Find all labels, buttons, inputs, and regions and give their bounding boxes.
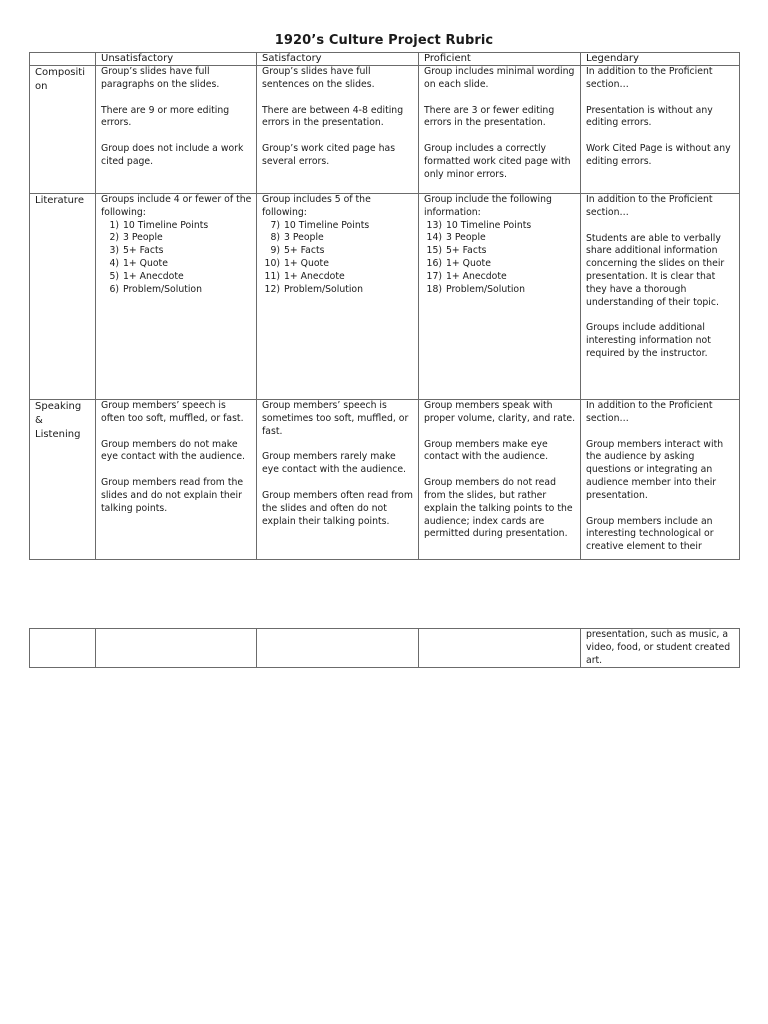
cell-text: Group’s slides have full paragraphs on the slides. (101, 66, 220, 90)
list-item: 7) 10 Timeline Points (270, 219, 370, 231)
cell-text: Group members speak with proper volume, clarity, and rate. (424, 400, 576, 424)
cell-text: Presentation is without any editing errors. (586, 104, 713, 129)
table-row-literature (30, 194, 740, 400)
list-item: 14) 3 People (426, 232, 486, 244)
cell-text: There are 9 or more editing errors. (101, 104, 230, 129)
list-item: 5) 1+ Anecdote (109, 270, 184, 282)
list-item: 12) Problem/Solution (264, 283, 364, 295)
cell-text: Groups include additional interesting information not required by the instructor. (586, 322, 711, 359)
table-row-speaking-listening (30, 400, 740, 560)
header-proficient: Proficient (419, 53, 581, 66)
list-item: 3) 5+ Facts (109, 245, 164, 257)
cell-literature-proficient (419, 194, 581, 400)
list-item: 10) 1+ Quote (264, 257, 329, 269)
criterion-literature: Literature (30, 194, 96, 400)
cell-text: Group includes a correctly formatted work cited page with only minor errors. (424, 143, 571, 180)
criterion-speaking-listening: Speaking & Listening (30, 400, 96, 560)
cell-text: In addition to the Proficient section… (586, 66, 713, 90)
criteria-list (424, 220, 576, 297)
cell-text: In addition to the Proficient section… (586, 400, 713, 424)
list-item: 1) 10 Timeline Points (109, 219, 209, 231)
cell-text: Group members often read from the slides and often do not explain their talking points. (262, 489, 413, 527)
cell-intro: Group include the following information: (424, 194, 552, 218)
list-item: 9) 5+ Facts (270, 245, 325, 257)
cell-text: In addition to the Proficient section… (586, 194, 713, 218)
cell-text: Group members’ speech is often too soft, muffled, or fast. (101, 400, 244, 424)
cell-text: Group members rarely make eye contact with the audience. (262, 451, 407, 476)
cell-text: Group’s slides have full sentences on the slides. (262, 66, 375, 90)
table-row-continuation (30, 629, 740, 668)
cell-text: There are 3 or fewer editing errors in the presentation. (424, 104, 555, 129)
criteria-list (262, 220, 414, 297)
cell-text: Group members read from the slides and do not explain their talking points. (101, 477, 244, 514)
cell-text: Group includes minimal wording on each slide. (424, 66, 575, 90)
cell-text: Group members include an interesting technological or creative element to their (586, 515, 714, 553)
cell-text: Group members interact with the audience by asking questions or integrating an audience member into their presentation. (586, 438, 724, 501)
cell-text: Group members do not read from the slides, but rather explain the talking points to the audience; index cards are permitted during presentation. (424, 477, 573, 540)
cell-text: Group does not include a work cited page. (101, 143, 244, 167)
cell-speaking-legendary (581, 400, 740, 560)
header-corner (30, 53, 96, 66)
empty-cell (96, 629, 257, 668)
cell-text: There are between 4-8 editing errors in the presentation. (262, 104, 404, 129)
empty-cell (30, 629, 96, 668)
cell-literature-satisfactory (257, 194, 419, 400)
list-item: 4) 1+ Quote (109, 257, 168, 269)
cell-speaking-proficient (419, 400, 581, 560)
cell-composition-legendary (581, 66, 740, 194)
empty-cell (257, 629, 419, 668)
table-row-composition (30, 66, 740, 194)
criteria-list (101, 220, 252, 297)
list-item: 2) 3 People (109, 232, 163, 244)
list-item: 11) 1+ Anecdote (264, 270, 345, 282)
list-item: 8) 3 People (270, 232, 324, 244)
cell-text: Work Cited Page is without any editing errors. (586, 143, 731, 167)
cell-composition-unsatisfactory (96, 66, 257, 194)
header-row (30, 53, 740, 66)
cell-continuation-legendary: presentation, such as music, a video, food, or student created art. (581, 629, 740, 668)
list-item: 16) 1+ Quote (426, 257, 491, 269)
cell-text: Group members do not make eye contact with the audience. (101, 438, 246, 463)
list-item: 18) Problem/Solution (426, 283, 526, 295)
cell-text: Students are able to verbally share additional information concerning the slides on their presentation. It is clear that they have a thorough understanding of their topic. (586, 232, 725, 308)
cell-text: Group members’ speech is sometimes too soft, muffled, or fast. (262, 400, 409, 437)
rubric-table-continuation (29, 628, 740, 668)
cell-intro: Group includes 5 of the following: (262, 194, 371, 218)
cell-text: Group members make eye contact with the audience. (424, 438, 549, 463)
cell-intro: Groups include 4 or fewer of the following: (101, 194, 252, 218)
list-item: 17) 1+ Anecdote (426, 270, 507, 282)
cell-speaking-unsatisfactory (96, 400, 257, 560)
page-title: 1920’s Culture Project Rubric (274, 33, 494, 48)
rubric-table (29, 52, 740, 560)
cell-literature-unsatisfactory (96, 194, 257, 400)
cell-literature-legendary (581, 194, 740, 400)
cell-composition-proficient (419, 66, 581, 194)
cell-text: Group’s work cited page has several errors. (262, 143, 396, 167)
list-item: 6) Problem/Solution (109, 283, 203, 295)
empty-cell (419, 629, 581, 668)
criterion-composition: Compositi on (30, 66, 96, 194)
header-unsatisfactory: Unsatisfactory (96, 53, 257, 66)
header-legendary: Legendary (581, 53, 740, 66)
list-item: 13) 10 Timeline Points (426, 219, 532, 231)
header-satisfactory: Satisfactory (257, 53, 419, 66)
cell-speaking-satisfactory (257, 400, 419, 560)
list-item: 15) 5+ Facts (426, 245, 487, 257)
cell-composition-satisfactory (257, 66, 419, 194)
